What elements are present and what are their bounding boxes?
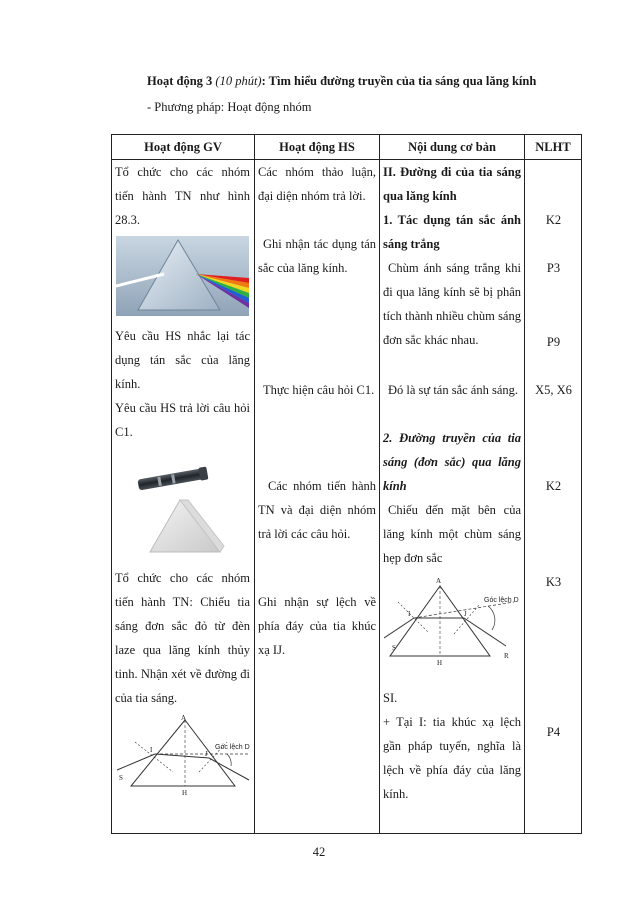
- hs-paragraph-2: Ghi nhận tác dụng tán sắc của lăng kính.: [258, 237, 376, 275]
- content-paragraph-5: + Tại I: tia khúc xạ lệch gần pháp tuyến, nghĩa là lệch về phía đáy của lăng kính.: [383, 715, 521, 801]
- diagram-label-i: I: [150, 746, 153, 754]
- nlht-item: X5, X6: [535, 383, 572, 397]
- refraction-label-i: I: [408, 610, 411, 618]
- refraction-label-j: J: [464, 610, 467, 618]
- diagram-label-deviation: Góc lệch D: [215, 744, 250, 751]
- nlht-cell: [525, 160, 582, 834]
- prism-dispersion-image: [116, 236, 249, 316]
- content-paragraph-3: Chiếu đến mặt bên của lăng kính một chùm sáng hẹp đơn sắc: [383, 503, 521, 565]
- activity-heading: [147, 74, 536, 89]
- diagram-label-s: S: [119, 774, 123, 782]
- content-cell: [380, 160, 525, 834]
- nlht-item: K3: [545, 575, 562, 589]
- content-section-heading: II. Đường đi của tia sáng qua lăng kính: [383, 165, 521, 203]
- refraction-label-s: S: [392, 644, 396, 652]
- lesson-table: [111, 134, 582, 834]
- nlht-item: P3: [546, 261, 561, 275]
- table-header-row: [112, 135, 582, 160]
- header-hs: Hoạt động HS: [255, 135, 380, 160]
- gv-paragraph-1: Tổ chức cho các nhóm tiến hành TN như hình 28.3.: [115, 165, 250, 227]
- diagram-label-a: A: [181, 714, 187, 722]
- diagram-label-j: J: [205, 750, 208, 758]
- heading-title: Hoạt động 3: [147, 74, 216, 88]
- gv-paragraph-4: Tổ chức cho các nhóm tiến hành TN: Chiếu tia sáng đơn sắc đỏ từ đèn laze qua lăng kính thủy tinh. Nhận xét về đường đi của tia sáng.: [115, 571, 250, 705]
- refraction-label-a: A: [436, 577, 442, 585]
- heading-topic: : Tìm hiểu đường truyền của tia sáng qua lăng kính: [261, 74, 537, 88]
- content-paragraph-2: Đó là sự tán sắc ánh sáng.: [388, 383, 519, 397]
- refraction-label-h: H: [437, 659, 443, 667]
- content-paragraph-1: Chùm ánh sáng trắng khi đi qua lăng kính sẽ bị phân tích thành nhiều chùm sáng đơn sắc khác nhau.: [383, 261, 521, 347]
- table-body-row: [112, 160, 582, 834]
- nlht-item: P9: [546, 335, 561, 349]
- gv-cell: [112, 160, 255, 834]
- prism-refraction-diagram: [115, 714, 251, 800]
- method-line: - Phương pháp: Hoạt động nhóm: [147, 100, 312, 114]
- gv-paragraph-3: Yêu cầu HS trả lời câu hỏi C1.: [115, 401, 250, 439]
- page-number: 42: [312, 845, 326, 859]
- heading-duration: (10 phút): [215, 74, 262, 88]
- hs-cell: [255, 160, 380, 834]
- gv-paragraph-2: Yêu cầu HS nhắc lại tác dụng tán sắc của lăng kính.: [115, 329, 250, 391]
- content-paragraph-4: SI.: [383, 691, 398, 705]
- header-gv: Hoạt động GV: [112, 135, 255, 160]
- hs-paragraph-1: Các nhóm thảo luận, đại diện nhóm trả lời.: [258, 165, 376, 203]
- refraction-label-deviation: Góc lệch D: [484, 597, 519, 604]
- content-subheading-1: 1. Tác dụng tán sắc ánh sáng trắng: [383, 213, 521, 251]
- nlht-item: K2: [545, 213, 562, 227]
- diagram-label-h: H: [182, 789, 188, 797]
- hs-paragraph-3: Thực hiện câu hỏi C1.: [263, 383, 375, 397]
- header-content: Nội dung cơ bản: [380, 135, 525, 160]
- nlht-item: K2: [545, 479, 562, 493]
- nlht-item: P4: [546, 725, 561, 739]
- content-subheading-2: 2. Đường truyền của tia sáng (đơn sắc) qua lăng kính: [383, 431, 521, 493]
- refraction-diagram: [384, 572, 522, 672]
- hs-paragraph-5: Ghi nhận sự lệch về phía đáy của tia khúc xạ IJ.: [258, 595, 376, 657]
- laser-and-prism-image: [130, 466, 225, 562]
- refraction-label-r: R: [504, 652, 509, 660]
- header-nlht: NLHT: [525, 135, 582, 160]
- hs-paragraph-4: Các nhóm tiến hành TN và đại diện nhóm trả lời các câu hỏi.: [258, 479, 376, 541]
